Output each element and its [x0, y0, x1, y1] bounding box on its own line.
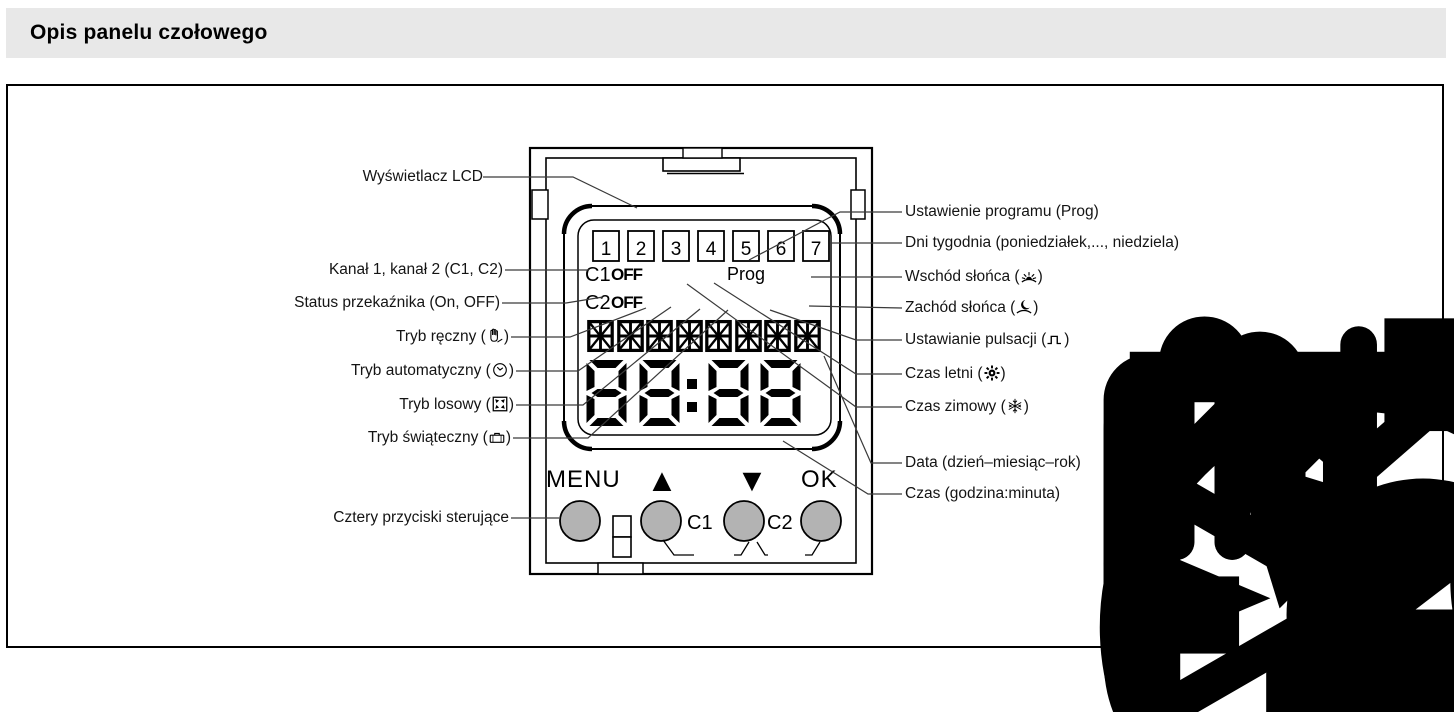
label-random-mode: Tryb losowy ( )	[399, 396, 514, 413]
down-arrow-label: ▼	[736, 462, 768, 498]
label-holiday-mode: Tryb świąteczny ( )	[367, 429, 511, 446]
channel1-status: OFF	[611, 265, 642, 284]
pulse-icon	[1046, 330, 1064, 348]
button-c1-label: C1	[687, 512, 713, 534]
label-winter-time: Czas zimowy ( )	[905, 398, 1029, 415]
up-arrow-label: ▲	[646, 462, 678, 498]
menu-button	[560, 501, 600, 541]
right-tab	[851, 190, 865, 219]
weekday-row	[593, 231, 829, 261]
label-lcd-display: Wyświetlacz LCD	[362, 168, 483, 185]
channel2-label: C2	[585, 292, 611, 314]
down-button	[724, 501, 764, 541]
random-mode-icon	[491, 395, 509, 413]
button-c2-label: C2	[767, 512, 793, 534]
battery-slot-lower	[613, 537, 631, 557]
bottom-tab	[598, 563, 643, 574]
channel1-label: C1	[585, 264, 611, 286]
label-relay-status: Status przekaźnika (On, OFF)	[294, 294, 500, 311]
label-summer-time: Czas letni ( )	[905, 365, 1006, 382]
label-sunset: Zachód słońca ( )	[905, 299, 1039, 316]
day-6: 6	[775, 239, 787, 260]
prog-text: Prog	[727, 264, 766, 284]
sun-icon	[983, 364, 1001, 382]
label-pulse: Ustawianie pulsacji ( )	[905, 331, 1070, 348]
clock-icon	[491, 361, 509, 379]
day-2: 2	[635, 239, 647, 260]
label-date: Data (dzień–miesiąc–rok)	[905, 454, 1081, 471]
day-7: 7	[810, 239, 822, 260]
label-prog: Ustawienie programu (Prog)	[905, 203, 1099, 220]
battery-slot	[613, 516, 631, 537]
holiday-icon	[488, 428, 506, 446]
top-tab	[663, 158, 740, 171]
label-manual-mode: Tryb ręczny ( )	[395, 328, 509, 345]
moon-icon	[1015, 298, 1033, 316]
label-channels: Kanał 1, kanał 2 (C1, C2)	[328, 261, 503, 278]
up-button	[641, 501, 681, 541]
label-time: Czas (godzina:minuta)	[905, 485, 1061, 502]
day-4: 4	[705, 239, 717, 260]
label-control-buttons: Cztery przyciski sterujące	[333, 509, 509, 526]
hand-icon	[486, 327, 504, 345]
ok-label: OK	[801, 466, 838, 493]
ok-button	[801, 501, 841, 541]
snowflake-icon	[1006, 397, 1024, 415]
sunrise-icon	[1020, 267, 1038, 285]
day-1: 1	[600, 239, 612, 260]
day-3: 3	[670, 239, 682, 260]
label-sunrise: Wschód słońca ( )	[905, 268, 1043, 285]
top-notch	[683, 148, 722, 158]
channel2-status: OFF	[611, 293, 642, 312]
menu-label: MENU	[546, 466, 621, 493]
left-tab	[532, 190, 548, 219]
label-weekdays: Dni tygodnia (poniedziałek,..., niedziela)	[905, 234, 1179, 251]
page-title: Opis panelu czołowego	[30, 21, 268, 44]
day-5: 5	[740, 239, 752, 260]
label-auto-mode: Tryb automatyczny ( )	[351, 362, 514, 379]
